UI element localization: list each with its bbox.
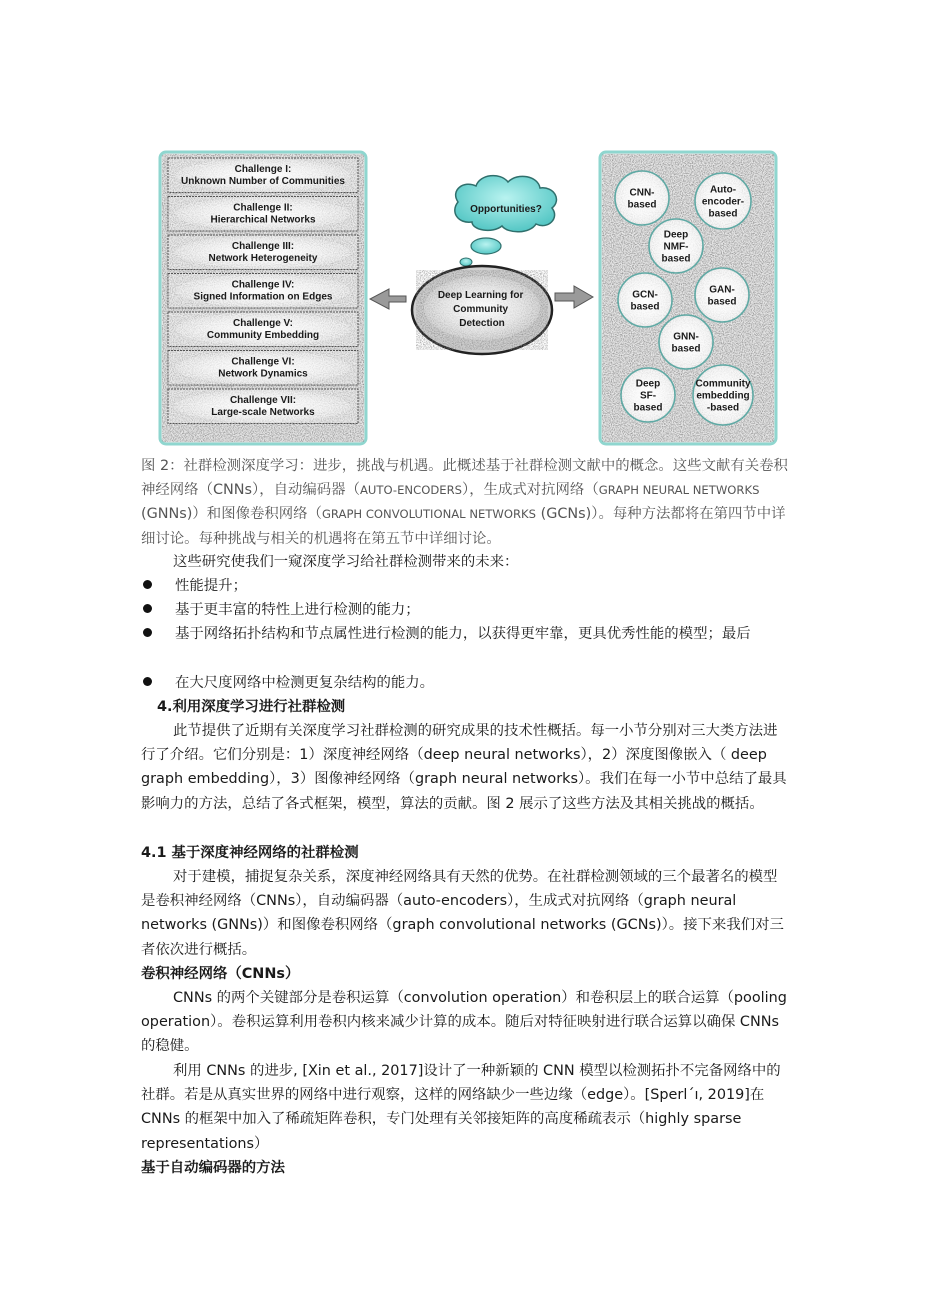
section-4-paragraph: 此节提供了近期有关深度学习社群检测的研究成果的技术性概括。每一小节分别对三大类方法进行了介绍。它们分别是：1）深度神经网络（deep neural networks），2）深度图像嵌入（ deep graph embedding），3）图像神经网络（graph neural networks）。我们在每一小节中总结了最具影响力的方法，总结了各式框架，模型，算法的贡献。图 2 展示了这些方法及其相关挑战的概括。: [141, 723, 787, 812]
cnn-heading: 卷积神经网络（CNNs）: [141, 966, 300, 982]
method-label: CNN-: [629, 187, 655, 199]
challenge-row: [168, 274, 358, 309]
caption-text-1: 图 2：社群检测深度学习：进步，挑战与机遇。此概述基于社群检测文献中的概念。这些文献有关卷积神经网络（CNNs），自动编码器（: [141, 458, 788, 499]
method-circle: [695, 268, 749, 322]
method-label: based: [661, 253, 691, 265]
opportunities-cloud: [455, 176, 557, 266]
method-label: based: [630, 301, 660, 313]
caption-term-gnn: GRAPH NEURAL NETWORKS: [598, 483, 760, 498]
challenge-name: Hierarchical Networks: [210, 214, 316, 226]
intro-paragraph: 这些研究使我们一窥深度学习给社群检测带来的未来：: [173, 554, 519, 570]
arrow-right-icon: [555, 286, 593, 308]
challenge-name: Signed Information on Edges: [193, 291, 333, 303]
challenge-number: Challenge II:: [233, 202, 293, 214]
bullet-text: 性能提升；: [175, 578, 247, 594]
cnn-paragraph-2: 利用 CNNs 的进步, [Xin et al., 2017]设计了一种新颖的 CNN 模型以检测拓扑不完备网络中的社群。若是从真实世界的网络中进行观察，这样的网络缺少一些边缘（edge）。[Sperl´ı, 2019]在 CNNs 的框架中加入了稀疏矩阵卷积，专门处理有关邻接矩阵的高度稀疏表示（highly sparse representations）: [141, 1063, 781, 1152]
challenge-number: Challenge III:: [231, 241, 295, 252]
challenge-name: Unknown Number of Communities: [181, 176, 345, 187]
method-label: NMF-: [663, 241, 689, 253]
method-label: SF-: [639, 390, 657, 402]
method-circle: [618, 273, 672, 327]
challenge-row: [168, 351, 358, 386]
challenge-name: Network Dynamics: [218, 368, 308, 380]
method-label: Community: [695, 378, 751, 390]
method-circle: [693, 365, 753, 425]
method-circle: [695, 173, 751, 229]
bullet-item: [141, 574, 791, 598]
methods-panel: [600, 152, 776, 444]
challenge-name: Community Embedding: [206, 330, 320, 341]
caption-term-autoencoders: AUTO-ENCODERS: [359, 483, 462, 498]
bullet-item: [141, 598, 791, 622]
method-label: GAN-: [709, 284, 735, 296]
bullet-dot-icon: [143, 604, 152, 613]
overview-figure: [158, 150, 780, 448]
cnn-paragraph-1: CNNs 的两个关键部分是卷积运算（convolution operation）和卷积层上的联合运算（pooling operation）。卷积运算利用卷积内核来减少计算的成本。随后对特征映射进行联合运算以确保 CNNs 的稳健。: [141, 990, 787, 1055]
method-circle: [649, 219, 703, 273]
method-label: GCN-: [632, 289, 658, 301]
method-label: Deep: [635, 378, 661, 390]
challenge-row: [168, 312, 358, 347]
bullet-text: 在大尺度网络中检测更复杂结构的能力。: [175, 675, 435, 691]
section-4-1-heading: 4.1 基于深度神经网络的社群检测: [141, 845, 359, 861]
challenge-row: [168, 389, 358, 424]
center-line-3: Detection: [459, 318, 505, 329]
method-circle: [615, 171, 669, 225]
section-4-1-paragraph: 对于建模，捕捉复杂关系，深度神经网络具有天然的优势。在社群检测领域的三个最著名的模型是卷积神经网络（CNNs），自动编码器（auto-encoders），生成式对抗网络（graph neural networks (GNNs)）和图像卷积网络（graph convolutional networks (GCNs)）。接下来我们对三者依次进行概括。: [141, 869, 784, 958]
bullet-dot-icon: [143, 580, 152, 589]
method-label: -based: [706, 402, 740, 414]
challenge-number: Challenge VI:: [231, 356, 295, 368]
method-label: Deep: [663, 229, 689, 241]
section-4-heading: 4.利用深度学习进行社群检测: [157, 699, 346, 715]
bullet-text: 基于网络拓扑结构和节点属性进行检测的能力，以获得更牢靠，更具优秀性能的模型；最后: [175, 626, 751, 642]
challenge-number: Challenge IV:: [231, 279, 295, 291]
challenge-row: [168, 235, 358, 270]
figure-caption: [141, 454, 791, 551]
challenge-number: Challenge V:: [232, 318, 294, 329]
method-label: based: [707, 296, 737, 308]
method-label: based: [708, 208, 738, 220]
challenge-name: Network Heterogeneity: [208, 253, 318, 264]
arrow-left-icon: [370, 289, 406, 309]
caption-term-gcn: GRAPH CONVOLUTIONAL NETWORKS: [321, 507, 537, 522]
opportunities-label: Opportunities?: [470, 204, 542, 215]
challenge-row: [168, 197, 358, 232]
method-label: Auto-: [709, 184, 737, 196]
caption-text-2: ），生成式对抗网络（: [462, 482, 599, 499]
bullet-text: 基于更丰富的特性上进行检测的能力；: [175, 602, 420, 618]
bullet-dot-icon: [143, 677, 152, 686]
caption-text-4: (GCNs)）。每种方法都将在第四节中详细讨论。每种挑战与相关的机遇将在第五节中详细讨论。: [141, 506, 786, 547]
challenge-name: Large-scale Networks: [211, 407, 315, 418]
center-topic: [412, 266, 552, 354]
challenges-panel: [160, 152, 366, 444]
method-label: based: [633, 402, 663, 414]
bullet-item: [141, 622, 791, 646]
method-label: based: [627, 199, 657, 211]
method-label: GNN-: [673, 331, 699, 343]
center-line-1: Deep Learning for: [437, 290, 524, 301]
bullet-item: [141, 671, 791, 695]
center-line-2: Community: [453, 304, 509, 315]
method-label: embedding: [696, 390, 750, 402]
challenge-row: [168, 158, 358, 193]
method-circle: [621, 368, 675, 422]
autoencoder-heading: 基于自动编码器的方法: [141, 1160, 285, 1176]
challenge-number: Challenge VII:: [229, 395, 297, 406]
bullet-dot-icon: [143, 628, 152, 637]
method-label: based: [671, 343, 701, 355]
caption-text-3: (GNNs)）和图像卷积网络（: [141, 506, 322, 523]
method-label: encoder-: [701, 196, 745, 208]
challenge-number: Challenge I:: [234, 164, 292, 175]
method-circle: [659, 315, 713, 369]
